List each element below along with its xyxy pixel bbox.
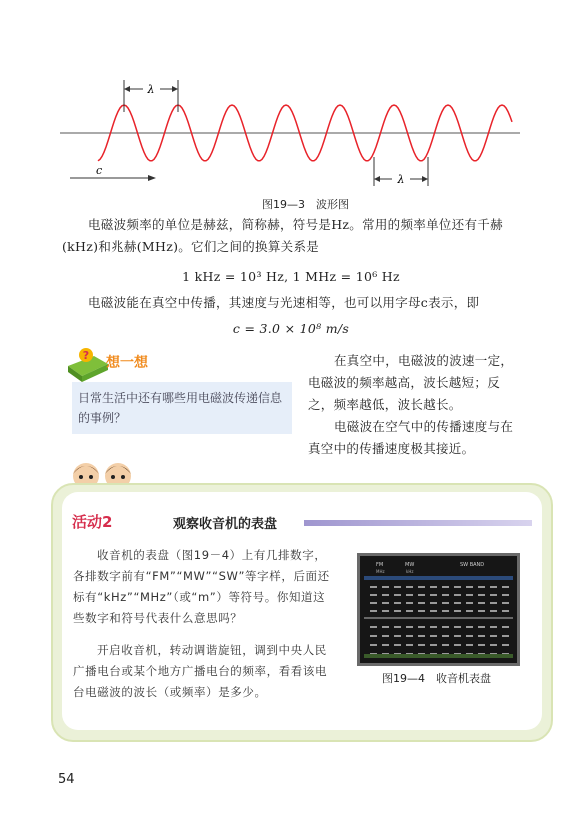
dial-scale-mark	[406, 626, 413, 628]
dial-scale-mark	[370, 594, 377, 596]
svg-text:?: ?	[82, 349, 90, 362]
dial-scale-mark	[478, 626, 485, 628]
radio-figure-caption: 图19—4 收音机表盘	[382, 672, 491, 685]
dial-scale-mark	[466, 594, 473, 596]
dial-scale-mark	[382, 626, 389, 628]
dial-scale-mark	[502, 626, 509, 628]
dial-scale-mark	[430, 594, 437, 596]
dial-scale-mark	[490, 644, 497, 646]
dial-scale-mark	[478, 610, 485, 612]
dial-scale-mark	[418, 594, 425, 596]
radio-dial-graphic	[360, 556, 517, 663]
page-number: 54	[58, 772, 75, 787]
body-para-2: 电磁波能在真空中传播，其速度与光速相等，也可以用字母c表示，即	[88, 295, 480, 310]
dial-scale-mark	[478, 602, 485, 604]
lambda-label-bottom: λ	[397, 173, 405, 186]
dial-scale-mark	[478, 594, 485, 596]
dial-scale-mark	[478, 586, 485, 588]
body-para-1: 电磁波频率的单位是赫兹，简称赫，符号是Hz。常用的频率单位还有千赫(kHz)和兆赫(MHz)。它们之间的换算关系是	[62, 217, 503, 254]
dial-scale-mark	[454, 635, 461, 637]
dial-scale-mark	[454, 602, 461, 604]
equation-units: 1 kHz = 10³ Hz, 1 MHz = 10⁶ Hz	[182, 269, 400, 284]
dial-scale-mark	[418, 586, 425, 588]
dial-scale-mark	[370, 602, 377, 604]
dial-scale-mark	[454, 626, 461, 628]
activity-para-1: 收音机的表盘（图19－4）上有几排数字，各排数字前有“FM”“MW”“SW”等字样，后面还标有“kHz”“MHz”（或“m”）等符号。你知道这些数字和符号代表什么意思吗？	[73, 548, 330, 625]
dial-scale-mark	[406, 602, 413, 604]
dial-scale-mark	[490, 602, 497, 604]
dial-scale-mark	[430, 644, 437, 646]
dial-scale-mark	[502, 602, 509, 604]
dial-scale-mark	[502, 610, 509, 612]
equation-speed: c = 3.0 × 10⁸ m/s	[232, 321, 350, 336]
dial-scale-mark	[406, 635, 413, 637]
dial-scale-mark	[406, 594, 413, 596]
wave-figure-caption: 图19—3 波形图	[262, 198, 349, 211]
dial-scale-mark	[442, 594, 449, 596]
dial-scale-mark	[430, 610, 437, 612]
dial-scale-mark	[430, 602, 437, 604]
dial-scale-mark	[490, 586, 497, 588]
dial-scale-mark	[394, 635, 401, 637]
dial-scale-mark	[370, 644, 377, 646]
dial-scale-mark	[490, 594, 497, 596]
dial-scale-mark	[490, 610, 497, 612]
dial-scale-mark	[442, 626, 449, 628]
dial-scale-mark	[370, 626, 377, 628]
dial-scale-mark	[370, 635, 377, 637]
dial-scale-mark	[478, 635, 485, 637]
dial-scale-mark	[442, 586, 449, 588]
dial-scale-mark	[394, 644, 401, 646]
dial-scale-mark	[418, 635, 425, 637]
lambda-label-top: λ	[147, 83, 155, 96]
dial-scale-mark	[418, 644, 425, 646]
dial-scale-mark	[502, 594, 509, 596]
dial-scale-mark	[382, 602, 389, 604]
dial-scale-mark	[394, 586, 401, 588]
activity-para-2: 开启收音机，转动调谐旋钮，调到中央人民广播电台或某个地方广播电台的频率，看看该电台电磁波的波长（或频率）是多少。	[73, 643, 328, 699]
dial-scale-mark	[418, 626, 425, 628]
think-title: 想一想	[106, 355, 148, 371]
dial-scale-mark	[454, 610, 461, 612]
dial-scale-mark	[466, 602, 473, 604]
dial-scale-mark	[382, 586, 389, 588]
dial-scale-mark	[406, 610, 413, 612]
dial-fm-label: FM	[376, 562, 384, 568]
dial-khz-label: kHz	[406, 569, 414, 574]
dial-scale-mark	[442, 635, 449, 637]
activity-label: 活动2	[72, 513, 113, 531]
think-question: 日常生活中还有哪些用电磁波传递信息的事例？	[78, 391, 283, 425]
radio-dial	[357, 553, 520, 666]
dial-scale-mark	[466, 644, 473, 646]
dial-scale-mark	[490, 635, 497, 637]
dial-scale-mark	[466, 610, 473, 612]
activity-title-bar	[304, 520, 532, 526]
dial-scale-mark	[418, 610, 425, 612]
dial-mw-label: MW	[405, 562, 415, 568]
dial-scale-mark	[406, 644, 413, 646]
dial-scale-mark	[382, 635, 389, 637]
dial-scale-mark	[394, 610, 401, 612]
dial-scale-mark	[454, 586, 461, 588]
dial-scale-mark	[454, 644, 461, 646]
book-icon	[64, 346, 110, 386]
dial-scale-mark	[430, 635, 437, 637]
dial-scale-mark	[466, 626, 473, 628]
dial-scale-mark	[466, 586, 473, 588]
side-para-1: 在真空中，电磁波的波速一定，电磁波的频率越高，波长越短；反之，频率越低，波长越长。	[308, 353, 514, 412]
dial-scale-mark	[478, 644, 485, 646]
dial-scale-mark	[442, 644, 449, 646]
dial-mhz-label: MHz	[376, 569, 385, 574]
dial-scale-mark	[406, 586, 413, 588]
dial-scale-mark	[466, 635, 473, 637]
dial-scale-mark	[430, 586, 437, 588]
dial-scale-mark	[382, 610, 389, 612]
dial-scale-mark	[394, 602, 401, 604]
dial-scale-mark	[490, 626, 497, 628]
dial-scale-mark	[454, 594, 461, 596]
wave-figure	[60, 72, 520, 190]
dial-scale-mark	[442, 610, 449, 612]
dial-scale-mark	[442, 602, 449, 604]
dial-scale-mark	[394, 594, 401, 596]
side-para-2: 电磁波在空气中的传播速度与在真空中的传播速度极其接近。	[308, 419, 514, 456]
dial-scale-mark	[430, 626, 437, 628]
dial-scale-mark	[502, 586, 509, 588]
activity-title: 观察收音机的表盘	[173, 517, 278, 532]
dial-scale-mark	[418, 602, 425, 604]
c-label: c	[96, 164, 103, 177]
dial-sw-label: SW BAND	[460, 562, 485, 568]
dial-scale-mark	[382, 644, 389, 646]
dial-scale-mark	[370, 586, 377, 588]
dial-scale-mark	[502, 635, 509, 637]
dial-scale-mark	[502, 644, 509, 646]
dial-scale-mark	[370, 610, 377, 612]
dial-scale-mark	[394, 626, 401, 628]
dial-scale-mark	[382, 594, 389, 596]
